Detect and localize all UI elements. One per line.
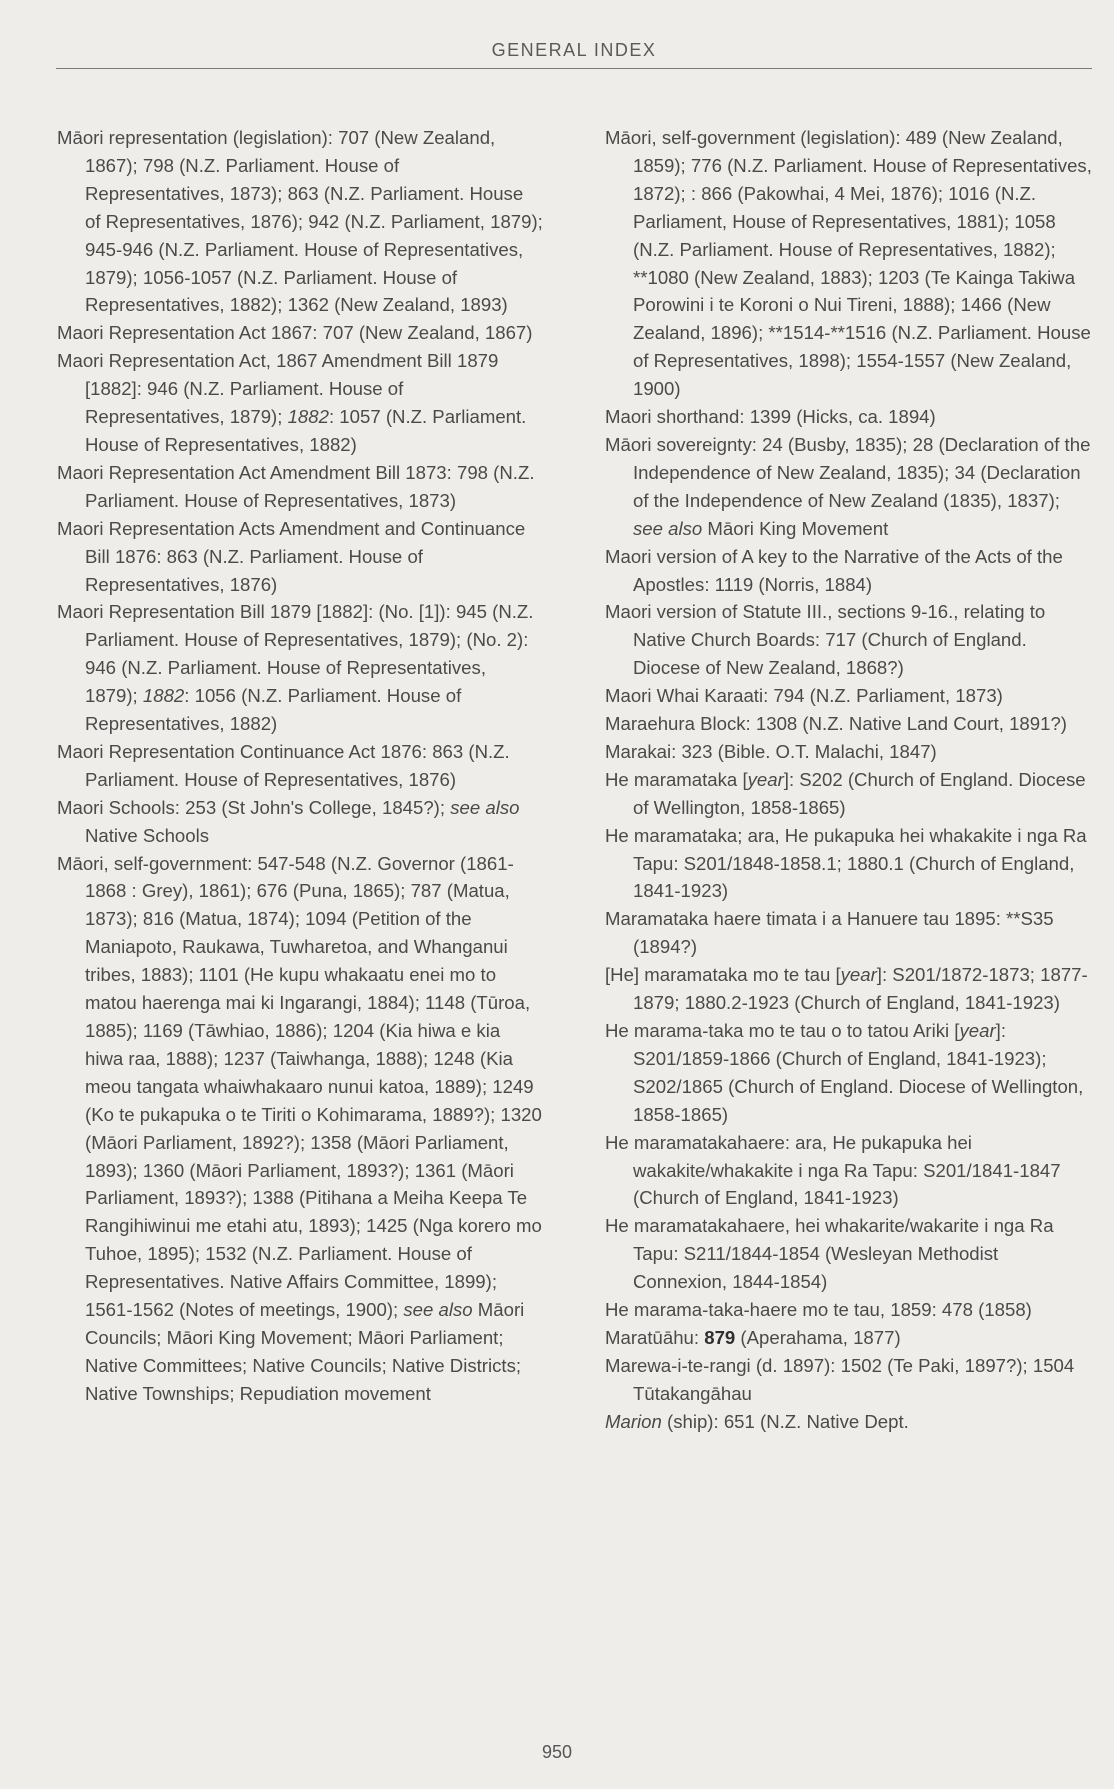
index-entry: He marama-taka-haere mo te tau, 1859: 478 (1858) xyxy=(605,1299,1032,1321)
entry-text: ]: S201/1859-1866 (Church of England, 1841-1923); S202/1865 (Church of England. Diocese of Wellington, 1858-1865) xyxy=(633,1020,1084,1125)
index-entry xyxy=(57,794,543,850)
index-column-right xyxy=(605,124,1093,1436)
index-entry: Maori version of A key to the Narrative of the Acts of the Apostles: 1119 (Norris, 1884) xyxy=(605,545,1063,595)
index-entry xyxy=(605,961,1093,1017)
index-entry: Marakai: 323 (Bible. O.T. Malachi, 1847) xyxy=(605,740,937,762)
index-entry xyxy=(605,1408,1093,1436)
entry-italic: 1882 xyxy=(287,406,329,428)
page-number: 950 xyxy=(541,1742,573,1762)
index-entry: Maori Representation Act 1867: 707 (New Zealand, 1867) xyxy=(57,322,533,344)
entry-text: He maramataka [ xyxy=(605,768,748,790)
entry-text: He marama-taka mo te tau o to tatou Ariki [ xyxy=(605,1020,960,1041)
entry-text: Māori, self-government: 547-548 (N.Z. Governor (1861-1868 : Grey), 1861); 676 (Puna, 1865); 787 (Matua, 1873); 816 (Matua, 1874); 1094 (Petition of the Maniapoto, Raukawa, Tuwharetoa, and Whanganui tribes, 1883); 1101 (He kupu whakaatu enei mo to matou haerenga mai ki Ingarangi, 1884); 1148 (Tūroa, 1885); 1169 (Tāwhiao, 1886); 1204 (Kia hiwa e kia hiwa raa, 1888); 1237 (Taiwhanga, 1888); 1248 (Kia meou tangata whaiwhakaaro nunui katoa, 1889); 1249 (Ko te pukapuka o te Tiriti o Kohimarama, 1889?); 1320 (Māori Parliament, 1892?); 1358 (Māori Parliament, 1893); 1360 (Māori Parliament, 1893?); 1361 (Māori Parliament, 1893?); 1388 (Pitihana a Meiha Keepa Te Rangihiwinui me etahi atu, 1893); 1425 (Nga korero mo Tuhoe, 1895); 1532 (N.Z. Parliament. House of Representatives. Native Affairs Committee, 1899); 1561-1562 (Notes of meetings, 1900); xyxy=(57,852,542,1321)
index-entry xyxy=(605,431,1093,543)
index-entry: Maori version of Statute III., sections 9-16., relating to Native Church Boards: 717 (Church of England. Diocese of New Zealand, 1868?) xyxy=(605,601,1046,679)
entry-italic: 1882 xyxy=(142,685,185,707)
index-entry: Maori Whai Karaati: 794 (N.Z. Parliament, 1873) xyxy=(605,685,1003,707)
index-entry xyxy=(605,766,1093,822)
running-header: GENERAL INDEX xyxy=(491,40,657,60)
entry-italic: see also xyxy=(633,517,703,539)
index-entry: Māori representation (legislation): 707 (New Zealand, 1867); 798 (N.Z. Parliament. House of Representatives, 1873); 863 (N.Z. Parliament. House of Representatives, 1876); 942 (N.Z. Parliament, 1879); 945-946 (N.Z. Parliament. House of Representatives, 1879); 1056-1057 (N.Z. Parliament. House of Representatives, 1882); 1362 (New Zealand, 1893) xyxy=(57,127,543,316)
entry-text: (ship): 651 (N.Z. Native Dept. xyxy=(661,1410,909,1432)
index-entry: He maramatakahaere, hei whakarite/wakarite i nga Ra Tapu: S211/1844-1854 (Wesleyan Methodist Connexion, 1844-1854) xyxy=(605,1215,1054,1293)
entry-text: Maori Schools: 253 (St John's College, 1845?); xyxy=(57,796,451,818)
entry-text: Maratūāhu: xyxy=(605,1326,705,1348)
index-entry xyxy=(605,1017,1093,1129)
entry-text: : 1056 (N.Z. Parliament. House of Representatives, 1882) xyxy=(85,685,462,735)
entry-text: (Aperahama, 1877) xyxy=(735,1326,901,1348)
entry-text: : 1057 (N.Z. Parliament. House of Representatives, 1882) xyxy=(85,406,527,455)
index-entry xyxy=(57,850,543,1408)
entry-italic: year xyxy=(747,768,784,790)
index-entry: Maramataka haere timata i a Hanuere tau 1895: **S35 (1894?) xyxy=(605,908,1054,958)
index-entry: Maori Representation Continuance Act 1876: 863 (N.Z. Parliament. House of Representatives, 1876) xyxy=(57,740,510,790)
entry-italic: Marion xyxy=(605,1410,662,1432)
index-entry xyxy=(57,598,543,738)
entry-italic: see also xyxy=(450,796,520,818)
index-entry: Māori, self-government (legislation): 489 (New Zealand, 1859); 776 (N.Z. Parliament. House of Representatives, 1872); : 866 (Pakowhai, 4 Mei, 1876); 1016 (N.Z. Parliament, House of Representatives, 1881); 1058 (N.Z. Parliament. House of Representatives, 1882); **1080 (New Zealand, 1883); 1203 (Te Kainga Takiwa Porowini i te Koroni o Nui Tireni, 1888); 1466 (New Zealand, 1896); **1514-**1516 (N.Z. Parliament. House of Representatives, 1898); 1554-1557 (New Zealand, 1900) xyxy=(605,127,1092,400)
entry-text: Māori King Movement xyxy=(702,517,889,539)
header-rule xyxy=(56,68,1092,69)
entry-italic: year xyxy=(840,964,877,986)
entry-bold: 879 xyxy=(704,1326,736,1348)
entry-text: Māori Councils; Māori King Movement; Māori Parliament; Native Committees; Native Councils; Native Districts; Native Townships; Repudiation movement xyxy=(85,1299,525,1404)
index-entry: Maori Representation Act Amendment Bill 1873: 798 (N.Z. Parliament. House of Representatives, 1873) xyxy=(57,461,535,511)
entry-text: Maori Representation Bill 1879 [1882]: (No. [1]): 945 (N.Z. Parliament. House of Representatives, 1879); (No. 2): 946 (N.Z. Parliament. House of Representatives, 1879); xyxy=(57,601,534,707)
entry-italic: see also xyxy=(403,1299,473,1321)
index-entry: Marewa-i-te-rangi (d. 1897): 1502 (Te Paki, 1897?); 1504 Tūtakangāhau xyxy=(605,1354,1075,1404)
entry-italic: year xyxy=(959,1020,996,1041)
index-entry xyxy=(605,1324,1093,1352)
index-column-left xyxy=(57,124,543,1408)
entry-text: Māori sovereignty: 24 (Busby, 1835); 28 (Declaration of the Independence of New Zealand, 1835); 34 (Declaration of the Independence of New Zealand (1835), 1837); xyxy=(605,433,1091,511)
entry-text: [He] maramataka mo te tau [ xyxy=(605,964,841,986)
index-entry: He maramataka; ara, He pukapuka hei whakakite i nga Ra Tapu: S201/1848-1858.1; 1880.1 (Church of England, 1841-1923) xyxy=(605,824,1087,902)
index-entry: Maraehura Block: 1308 (N.Z. Native Land Court, 1891?) xyxy=(605,713,1067,735)
entry-text: ]: S202 (Church of England. Diocese of Wellington, 1858-1865) xyxy=(633,768,1086,818)
index-entry: Maori shorthand: 1399 (Hicks, ca. 1894) xyxy=(605,406,936,428)
index-entry: He maramatakahaere: ara, He pukapuka hei wakakite/whakakite i nga Ra Tapu: S201/1841-1847 (Church of England, 1841-1923) xyxy=(605,1131,1061,1209)
entry-text: ]: S201/1872-1873; 1877-1879; 1880.2-1923 (Church of England, 1841-1923) xyxy=(633,964,1088,1014)
index-entry xyxy=(57,347,543,459)
entry-text: Native Schools xyxy=(85,824,210,846)
entry-text: Maori Representation Act, 1867 Amendment Bill 1879 [1882]: 946 (N.Z. Parliament. House of Representatives, 1879); xyxy=(57,350,499,428)
index-entry: Maori Representation Acts Amendment and Continuance Bill 1876: 863 (N.Z. Parliament. House of Representatives, 1876) xyxy=(57,517,526,595)
